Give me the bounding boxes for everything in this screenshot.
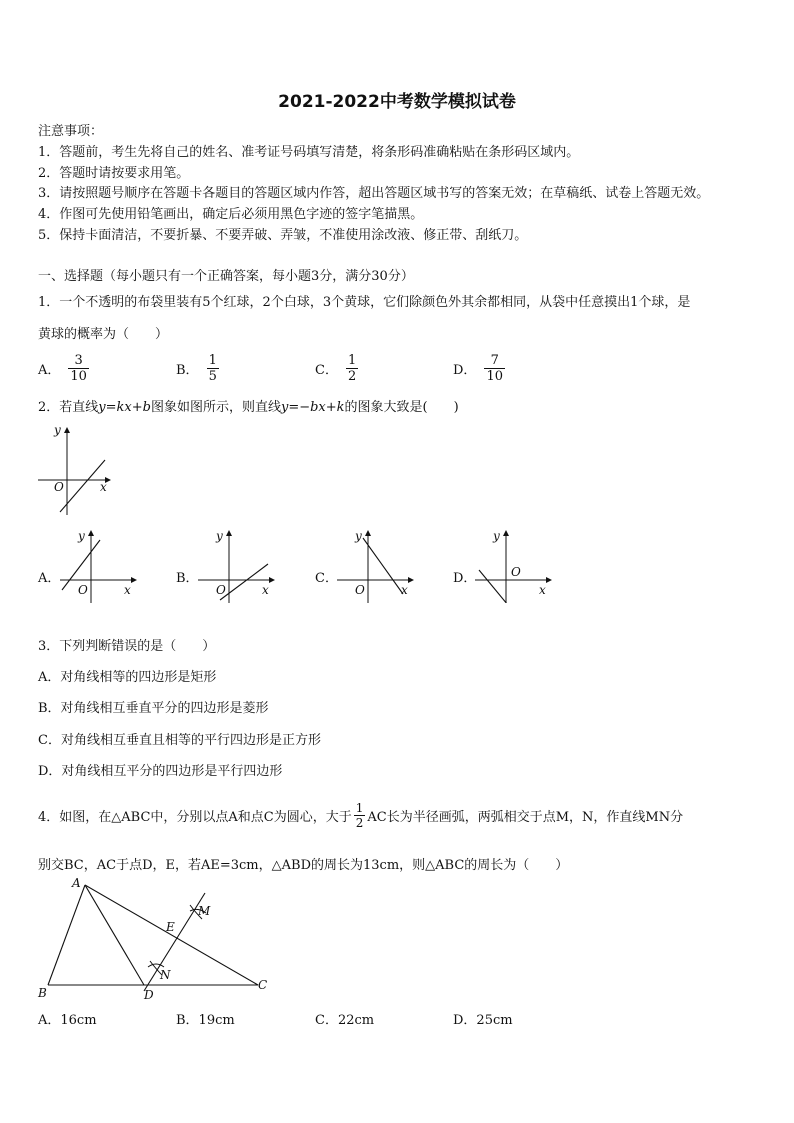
q1-option-c: C． $\frac{1}{2}$ — [315, 352, 357, 384]
q2-option-c-label: C． — [315, 571, 338, 586]
note-item: 1．答题前，考生先将自己的姓名、准考证号码填写清楚，将条形码准确粘贴在条形码区域内。 — [38, 145, 580, 160]
q1-stem-line2: 黄球的概率为（ ） — [38, 327, 169, 342]
x-axis-label: x — [100, 480, 107, 494]
svg-text:O: O — [355, 583, 365, 597]
q4-triangle-figure — [30, 875, 290, 1005]
y-axis-label: y — [54, 423, 61, 437]
svg-text:y: y — [493, 529, 500, 543]
q1-option-a: A． $\frac{3}{10}$ — [38, 352, 87, 384]
svg-text:M: M — [198, 904, 211, 918]
q2-option-a-graph — [58, 528, 143, 603]
svg-text:O: O — [78, 583, 88, 597]
q1-option-d: D． $\frac{7}{10}$ — [453, 352, 503, 384]
note-item: 3．请按照题号顺序在答题卡各题目的答题区域内作答，超出答题区域书写的答案无效；在草稿纸、试卷上答题无效。 — [38, 186, 710, 201]
svg-text:B: B — [38, 986, 47, 1000]
q2-option-b-graph — [196, 528, 281, 603]
svg-text:C: C — [258, 978, 268, 992]
fraction: 1 2 — [355, 800, 364, 830]
q1-option-b: B． $\frac{1}{5}$ — [176, 352, 217, 384]
segment-ad — [85, 885, 144, 985]
arc-n — [148, 964, 164, 967]
q2-option-d-graph — [473, 528, 558, 603]
q3-stem: 3．下列判断错误的是（ ） — [38, 639, 216, 654]
note-item: 5．保持卡面清洁，不要折暴、不要弄破、弄皱，不准使用涂改液、修正带、刮纸刀。 — [38, 228, 528, 243]
svg-text:x: x — [262, 583, 269, 597]
line-mn — [144, 893, 205, 991]
notes-heading: 注意事项： — [38, 124, 104, 139]
q3-option-c: C．对角线相互垂直且相等的平行四边形是正方形 — [38, 733, 321, 748]
fraction: $\frac{7}{10}$ — [486, 352, 503, 384]
graph-line — [363, 538, 403, 594]
q2-main-graph — [30, 420, 120, 520]
section-heading: 一、选择题（每小题只有一个正确答案，每小题3分，满分30分） — [38, 269, 414, 284]
origin-label: O — [54, 480, 64, 494]
q2-option-d-label: D． — [453, 571, 477, 586]
q2-option-a-label: A． — [38, 571, 61, 586]
side-ab — [48, 885, 85, 985]
q3-option-b: B．对角线相互垂直平分的四边形是菱形 — [38, 701, 269, 716]
q4-option-b: B．19cm — [176, 1012, 235, 1028]
q1-options — [38, 348, 758, 388]
svg-text:y: y — [78, 529, 85, 543]
note-item: 2．答题时请按要求用笔。 — [38, 166, 190, 181]
side-ac — [85, 885, 258, 985]
svg-text:y: y — [355, 529, 362, 543]
q4-options — [38, 1007, 758, 1029]
page-title: 2021-2022中考数学模拟试卷 — [278, 92, 516, 112]
graph-line — [220, 564, 268, 600]
svg-text:x: x — [124, 583, 131, 597]
svg-text:O: O — [216, 583, 226, 597]
q4-stem-line2: 别交BC，AC于点D，E，若AE=3cm，△ABD的周长为13cm，则△ABC的周长为（ ） — [38, 858, 569, 873]
q4-option-d: D．25cm — [453, 1012, 513, 1028]
q3-option-d: D．对角线相互平分的四边形是平行四边形 — [38, 764, 283, 779]
svg-text:D: D — [144, 988, 154, 1002]
svg-text:E: E — [166, 920, 175, 934]
q2-option-b-label: B． — [176, 571, 199, 586]
q1-stem-line1: 1．一个不透明的布袋里装有5个红球，2个白球，3个黄球，它们除颜色外其余都相同，从袋中任意摸出1个球，是 — [38, 295, 691, 310]
fraction: $\frac{1}{2}$ — [347, 352, 357, 384]
q4-stem-line1: 4．如图，在△ABC中，分别以点A和点C为圆心，大于 1 2 AC长为半径画弧，两弧相交于点M，N，作直线MN分 — [38, 800, 684, 830]
svg-text:N: N — [160, 968, 171, 982]
note-item: 4．作图可先使用铅笔画出，确定后必须用黑色字迹的签字笔描黑。 — [38, 207, 424, 222]
fraction: $\frac{3}{10}$ — [70, 352, 87, 384]
q4-option-a: A．16cm — [38, 1012, 97, 1028]
fraction: $\frac{1}{5}$ — [208, 352, 217, 384]
svg-text:x: x — [539, 583, 546, 597]
svg-text:O: O — [511, 565, 521, 579]
svg-text:x: x — [401, 583, 408, 597]
svg-text:y: y — [216, 529, 223, 543]
svg-text:A: A — [72, 876, 81, 890]
q2-option-c-graph — [335, 528, 420, 603]
q3-option-a: A．对角线相等的四边形是矩形 — [38, 670, 217, 685]
q2-stem: 2．若直线y=kx+b图象如图所示，则直线y=−bx+k的图象大致是( ) — [38, 400, 459, 415]
q4-option-c: C．22cm — [315, 1012, 375, 1028]
